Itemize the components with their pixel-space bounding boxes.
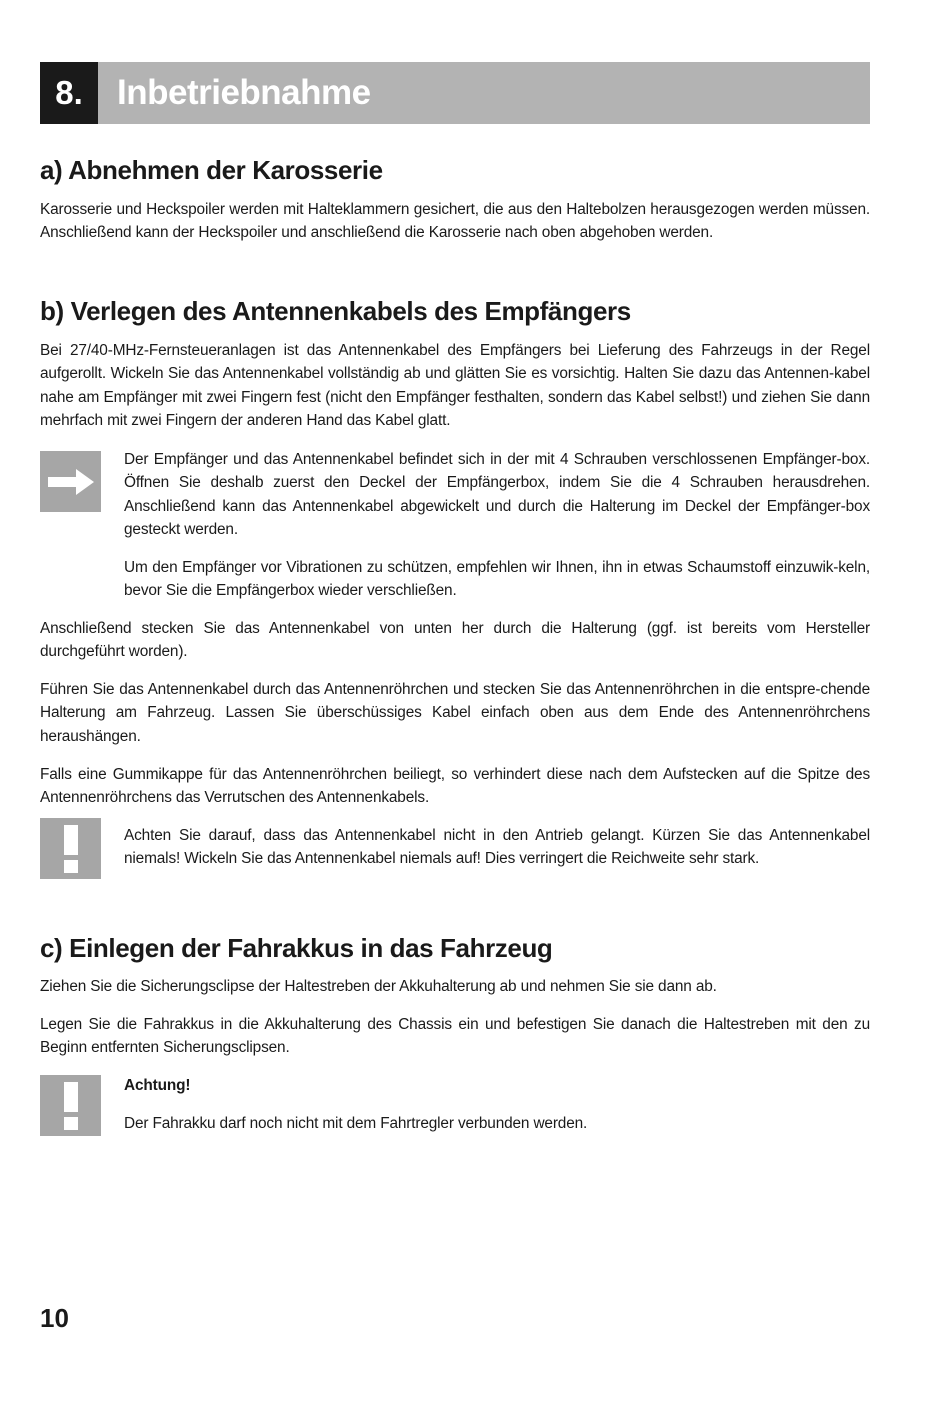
note-paragraph-2: Um den Empfänger vor Vibrationen zu schützen, empfehlen wir Ihnen, ihn in etwas Schaumstoff einzuwik-keln, bevor Sie die Empfängerbox wieder verschließen. [124,559,870,600]
section-c-paragraph-2: Legen Sie die Fahrakkus in die Akkuhalterung des Chassis ein und befestigen Sie danach die Haltestreben mit den zu Beginn entfernten Sicherungsclipsen. [40,1016,870,1057]
section-b-paragraph-4: Falls eine Gummikappe für das Antennenröhrchen beiliegt, so verhindert diese nach dem Aufstecken auf die Spitze des Antennenröhrchens das Verrutschen des Antennenkabels. [40,766,870,807]
section-c-paragraph-1: Ziehen Sie die Sicherungsclipse der Haltestreben der Akkuhalterung ab und nehmen Sie sie dann ab. [40,978,717,995]
section-b-paragraph-1: Bei 27/40-MHz-Fernsteueranlagen ist das Antennenkabel des Empfängers bei Lieferung des Fahrzeugs in der Regel aufgerollt. Wickeln Sie das Antennenkabel vollständig ab und glätten Sie es vorsichtig. Halten Sie dazu das Antennen-kabel nahe am Empfänger mit zwei Fingern fest (nicht den Empfänger festhalten, sondern das Kabel selbst!) und ziehen Sie dann mehrfach mit zwei Fingern der anderen Hand das Kabel glatt. [40,342,870,430]
section-a-heading: a) Abnehmen der Karosserie [40,155,383,185]
page-number: 10 [40,1303,69,1333]
chapter-header [40,62,870,124]
section-b-paragraph-2: Anschließend stecken Sie das Antennenkabel von unten her durch die Halterung (ggf. ist bereits vom Hersteller durchgeführt worden). [40,620,870,661]
arrow-right-icon [40,451,101,512]
exclamation-icon [40,1075,101,1136]
section-a-text: Karosserie und Heckspoiler werden mit Halteklammern gesichert, die aus den Haltebolzen herausgezogen werden müssen. Anschließend kann der Heckspoiler und anschließend die Karosserie nach oben abgehoben werden. [40,201,870,242]
exclamation-icon [40,818,101,879]
section-b-heading: b) Verlegen des Antennenkabels des Empfängers [40,296,631,326]
warning-text: Achten Sie darauf, dass das Antennenkabel nicht in den Antrieb gelangt. Kürzen Sie das Antennenkabel niemals! Wickeln Sie das Antennenkabel niemals auf! Dies verringert die Reichweite sehr stark. [124,827,870,868]
warning-title: Achtung! [124,1077,191,1094]
chapter-number: 8. [40,62,98,124]
section-c-heading: c) Einlegen der Fahrakkus in das Fahrzeug [40,933,553,963]
warning-text-2: Der Fahrakku darf noch nicht mit dem Fahrtregler verbunden werden. [124,1115,588,1132]
note-paragraph-1: Der Empfänger und das Antennenkabel befindet sich in der mit 4 Schrauben verschlossenen Empfänger-box. Öffnen Sie deshalb zuerst den Deckel der Empfängerbox, indem Sie die 4 Schrauben herausdrehen. Anschließend kann das Antennenkabel abgewickelt und durch die Halterung im Deckel der Empfänger-box gesteckt werden. [124,451,870,539]
section-b-paragraph-3: Führen Sie das Antennenkabel durch das Antennenröhrchen und stecken Sie das Antennenröhrchen in die entspre-chende Halterung am Fahrzeug. Lassen Sie überschüssiges Kabel einfach oben aus dem Ende des Antennenröhrchens heraushängen. [40,681,870,745]
chapter-title: Inbetriebnahme [117,73,371,112]
